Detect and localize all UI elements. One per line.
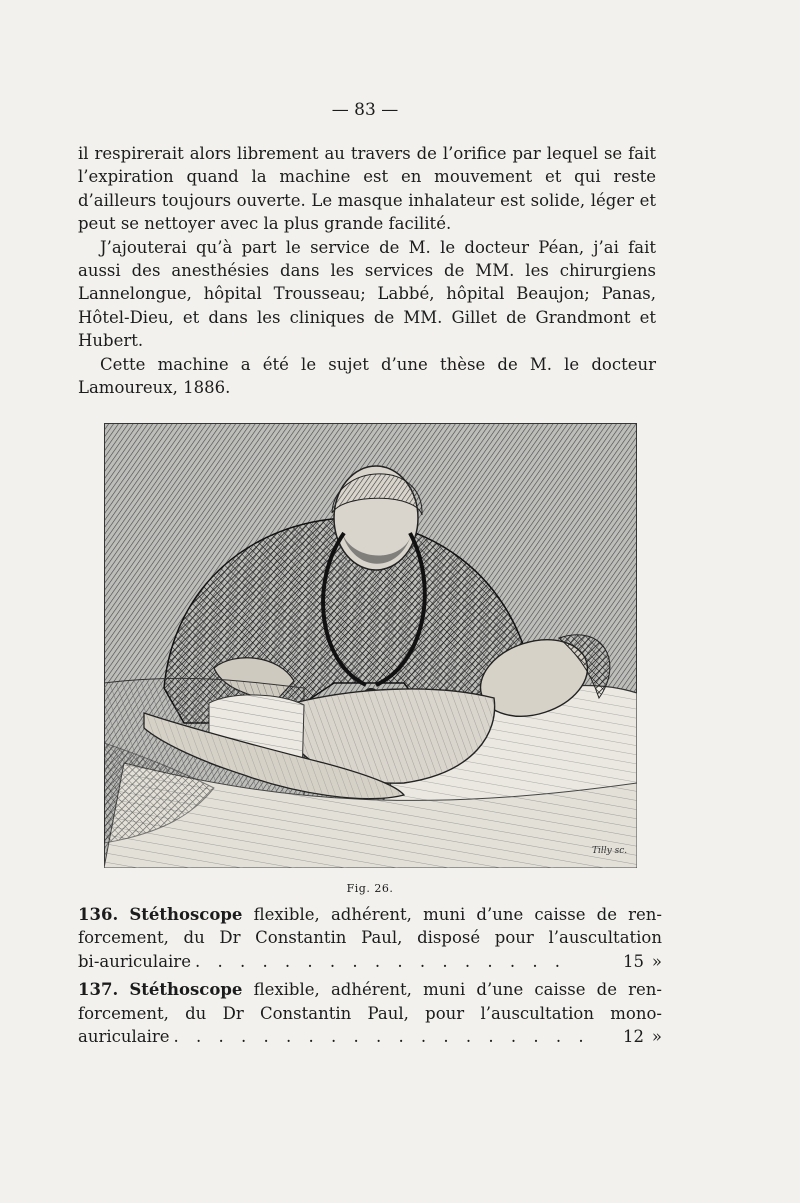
entry-term: Stéthoscope [129,980,243,1000]
entry-price-line [78,1025,662,1048]
entry-line [78,978,662,1001]
figure-caption: Fig. 26. [346,882,394,895]
engraving-figure [104,423,637,868]
entry-number: 137. [78,980,119,1000]
engraver-signature: Tilly sc. [592,846,628,856]
dot-leader: . . . . . . . . . . . . . . . . . [194,951,567,971]
paragraph-2: J’ajouterai qu’à part le service de M. le docteur Péan, j’ai fait aussi des anesthésies dans les services de MM. les chirurgiens Lannelongue, hôpital Trousseau; Labbé, hôpital Beaujon; Panas, Hôtel-Dieu, et dans les cliniques de MM. Gillet de Grandmont et Hubert. [78,237,656,351]
entry-description-end: auriculaire [78,1027,170,1047]
entry-description-end: bi-auriculaire [78,951,191,971]
price-mark: » [651,951,662,971]
entry-number: 136. [78,905,119,924]
entry-price [602,950,662,973]
entry-price-line [78,950,662,973]
entry-line: forcement, du Dr Constantin Paul, disposé pour l’auscultation [78,928,662,948]
entry-description: flexible, adhérent, muni d’une caisse de ren- [253,905,662,924]
price-value: 12 [623,1027,644,1047]
paragraph-3: Cette machine a été le sujet d’une thèse de M. le docteur Lamoureux, 1886. [78,354,656,398]
entry-term: Stéthoscope [129,905,243,924]
entry-line [78,903,662,926]
entry-description: flexible, adhérent, muni d’une caisse de ren- [253,980,662,1000]
catalog-entry [78,978,662,1048]
body-text [78,142,656,399]
page-number: — 83 — [331,100,399,120]
catalog-entries [78,903,662,1053]
entry-price [602,1025,662,1048]
dot-leader: . . . . . . . . . . . . . . . . . . . [173,1027,590,1047]
paragraph-1: il respirerait alors librement au travers de l’orifice par lequel se fait l’expiration quand la machine est en mouvement et qui reste d’ailleurs toujours ouverte. Le masque inhalateur est solide, léger et peut se nettoyer avec la plus grande facilité. [78,144,656,234]
price-value: 15 [623,951,644,971]
price-mark: » [651,1027,662,1047]
entry-line: forcement, du Dr Constantin Paul, pour l’auscultation mono- [78,1003,662,1023]
engraving-illustration [104,423,637,868]
catalog-entry [78,903,662,973]
